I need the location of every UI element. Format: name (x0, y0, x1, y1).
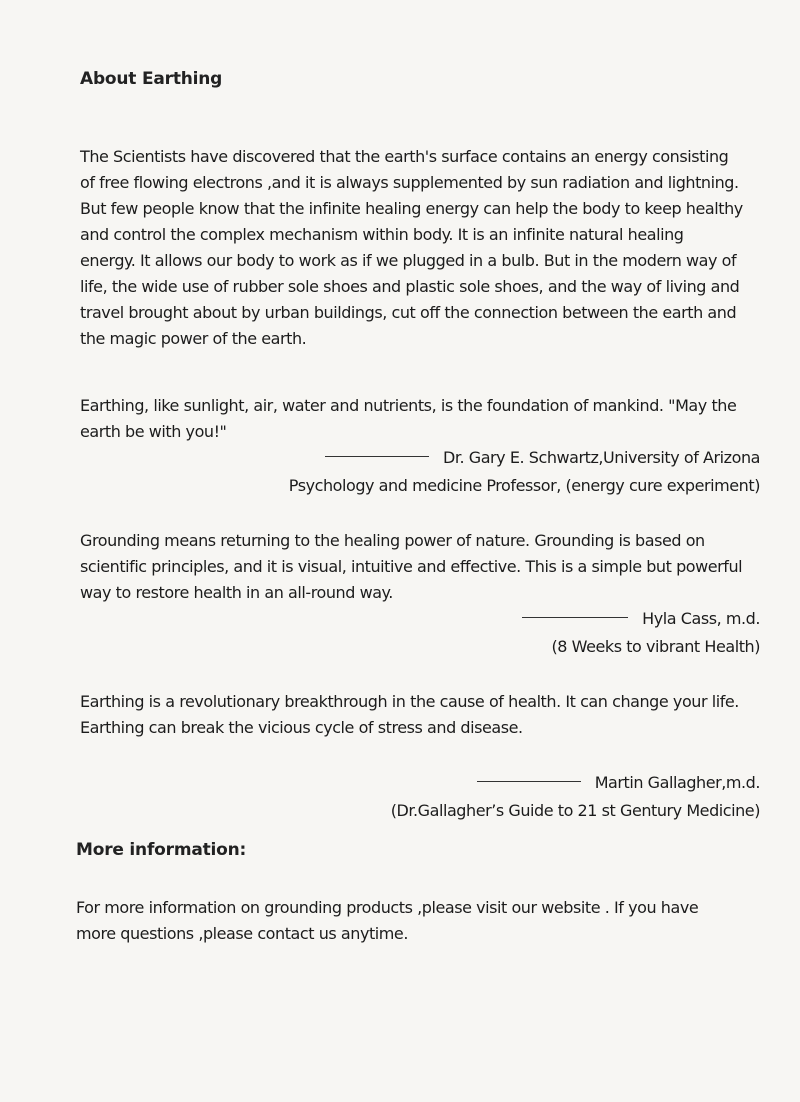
attribution-cass (160, 605, 760, 661)
more-info-heading: More information: (76, 840, 247, 860)
quote-line: way to restore health in an all-round way. (80, 583, 393, 602)
attribution-gallagher (160, 769, 760, 825)
about-heading: About Earthing (80, 69, 223, 89)
intro-paragraph (80, 144, 770, 352)
intro-line: But few people know that the infinite healing energy can help the body to keep healthy (80, 199, 743, 218)
more-info-line: more questions ,please contact us anytime. (76, 924, 408, 943)
quote-cass (80, 528, 770, 606)
quote-line: Grounding means returning to the healing power of nature. Grounding is based on (80, 531, 705, 550)
quote-line: Earthing is a revolutionary breakthrough in the cause of health. It can change your life. (80, 692, 739, 711)
quote-line: Earthing can break the vicious cycle of stress and disease. (80, 718, 523, 737)
intro-line: The Scientists have discovered that the earth's surface contains an energy consisting (80, 147, 729, 166)
intro-line: and control the complex mechanism within body. It is an infinite natural healing (80, 225, 684, 244)
quote-line: earth be with you!" (80, 422, 227, 441)
intro-line: travel brought about by urban buildings, cut off the connection between the earth and (80, 303, 737, 322)
quote-gallagher (80, 689, 770, 741)
attribution-author: Martin Gallagher,m.d. (594, 773, 760, 792)
intro-line: the magic power of the earth. (80, 329, 307, 348)
more-info-paragraph (76, 895, 766, 947)
quote-line: Earthing, like sunlight, air, water and nutrients, is the foundation of mankind. "May the (80, 396, 737, 415)
attribution-author: Hyla Cass, m.d. (642, 609, 760, 628)
attribution-source: Psychology and medicine Professor, (energy cure experiment) (288, 476, 760, 495)
intro-line: of free flowing electrons ,and it is always supplemented by sun radiation and lightning. (80, 173, 739, 192)
intro-line: life, the wide use of rubber sole shoes and plastic sole shoes, and the way of living and (80, 277, 740, 296)
attribution-dash (477, 781, 581, 782)
more-info-line: For more information on grounding products ,please visit our website . If you have (76, 898, 699, 917)
attribution-schwartz (160, 444, 760, 500)
quote-line: scientific principles, and it is visual, intuitive and effective. This is a simple but powerful (80, 557, 743, 576)
quote-schwartz (80, 393, 770, 445)
attribution-dash (325, 456, 429, 457)
attribution-author: Dr. Gary E. Schwartz,University of Arizona (442, 448, 760, 467)
intro-line: energy. It allows our body to work as if we plugged in a bulb. But in the modern way of (80, 251, 737, 270)
attribution-source: (Dr.Gallagher’s Guide to 21 st Gentury Medicine) (390, 801, 760, 820)
attribution-source: (8 Weeks to vibrant Health) (551, 637, 760, 656)
attribution-dash (522, 617, 628, 618)
